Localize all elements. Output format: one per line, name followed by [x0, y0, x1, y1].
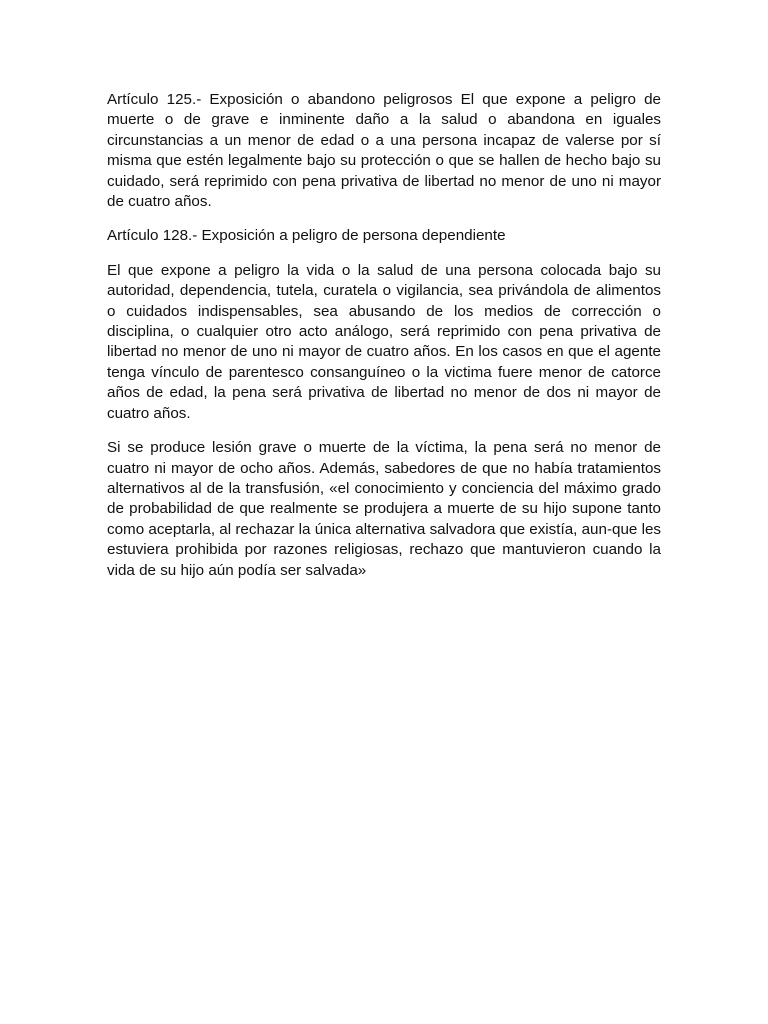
- paragraph-article-125: Artículo 125.- Exposición o abandono peligrosos El que expone a peligro de muerte o de grave e inminente daño a la salud o abandona en iguales circunstancias a un menor de edad o a una persona incapaz de valerse por sí misma que estén legalmente bajo su protección o que se hallen de hecho bajo su cuidado, será reprimido con pena privativa de libertad no menor de uno ni mayor de cuatro años.: [107, 91, 661, 211]
- paragraph-article-128-body: El que expone a peligro la vida o la salud de una persona colocada bajo su autoridad, dependencia, tutela, curatela o vigilancia, sea privándola de alimentos o cuidados indispensables, sea abusando de los medios de corrección o disciplina, o cualquier otro acto análogo, será reprimido con pena privativa de libertad no menor de uno ni mayor de cuatro años. En los casos en que el agente tenga vínculo de parentesco consanguíneo o la victima fuere menor de catorce años de edad, la pena será privativa de libertad no menor de dos ni mayor de cuatro años.: [107, 261, 661, 422]
- document-body: [107, 90, 661, 595]
- heading-article-128: Artículo 128.- Exposición a peligro de persona dependiente: [107, 227, 506, 245]
- paragraph-aggravation: Si se produce lesión grave o muerte de la víctima, la pena será no menor de cuatro ni mayor de ocho años. Además, sabedores de que no había tratamientos alternativos al de la transfusión, «el conocimiento y conciencia del máximo grado de probabilidad de que realmente se produjera a muerte de su hijo supone tanto como aceptarla, al rechazar la única alternativa salvadora que existía, aun-que les estuviera prohibida por razones religiosas, rechazo que mantuvieron cuando la vida de su hijo aún podía ser salvada»: [107, 439, 661, 579]
